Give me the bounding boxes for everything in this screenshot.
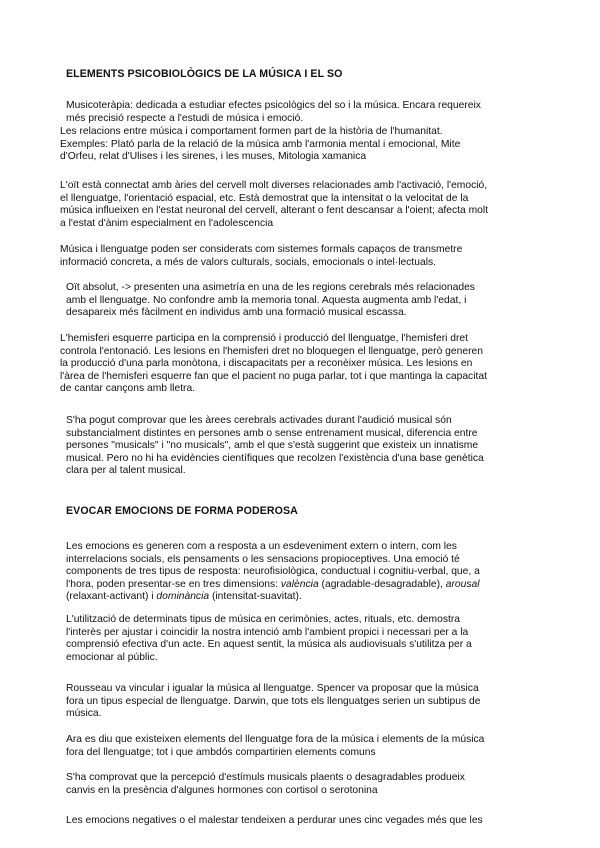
text-line: L'hemisferi esquerre participa en la comprensió i producció del llenguatge, l'hemisferi dret [60,333,469,344]
paragraph-emocions [66,541,480,604]
text-line: fora un tipus especial de llenguatge. Darwin, que tots els llenguatges serien un subtipus de [66,695,481,707]
text-line: clara per al talent musical. [66,465,186,477]
text-line: Oït absolut, -> presenten una asimetría en una de les regions cerebrals més relacionades [66,282,475,293]
text-line: controla l'entonació. Les lesions en l'hemisferi dret no bloquegen el llenguatge, però generen [60,345,483,357]
paragraph-hemisferis [60,333,487,396]
text-line: la producció d'una parla monòtona, i discapacitats per a reconèixer música. Les lesions en [60,358,473,370]
text-line: L'utilització de determinats tipus de música en cerimònies, actes, rituals, etc. demostra [66,614,460,625]
text-line: amb el llenguatge. No confondre amb la memoria tonal. Aquesta augmenta amb l'edat, i [66,294,467,306]
paragraph-hormones [66,772,465,797]
text-line: Les relacions entre música i comportament formen part de la història de l'humanitat. [60,126,443,137]
text-line [66,579,480,592]
text-line: música. [66,708,102,720]
text-line: de cantar cançons amb lletra. [60,383,196,395]
text-line: fora del llenguatge; tot i que ambdós compartirien elements comuns [66,746,376,758]
paragraph-relacions [60,126,460,164]
text-line: musical. Pero no hi ha evidències científiques que recolzen l'existència d'una base genètica [66,452,484,464]
text-fragment: l'hora, poden presentar-se en tres dimensions: [66,578,281,590]
text-line: emocionar al públic. [66,651,158,663]
section-heading-evocar-emocions: EVOCAR EMOCIONS DE FORMA PODEROSA [66,505,298,517]
text-line: desapareix més fàcilment en individus amb una formació musical escassa. [66,307,407,319]
paragraph-cerimonies [66,614,472,664]
paragraph-musicoterapia [66,100,481,125]
text-line: l'interès per ajustar i coincidir la nostra intenció amb l'ambient propici i necessari per a la [66,626,469,638]
paragraph-rousseau [66,683,480,721]
text-line: més precisió respecte a l'estudi de música i emoció. [66,112,304,124]
paragraph-oit-cervell [60,180,488,230]
text-line: el llenguatge, l'orientació espacial, etc. Està demostrat que la intensitat o la velocitat de la [60,192,469,204]
text-line: comprensió efectiva d'un acte. En aquest sentit, la música als audiovisuals s'utilitza per a [66,639,472,651]
section-heading-psicobiologics: ELEMENTS PSICOBIOLÒGICS DE LA MÚSICA I EL SO [66,68,343,80]
text-line: L'oït està connectat amb àries del cervell molt diverses relacionades amb l'activació, l'emoció, [60,180,488,191]
text-line: components de tres tipus de resposta: neurofisiològica, conductual i cognitiu-verbal, que, a [66,566,480,578]
paragraph-musica-llenguatge [60,244,462,269]
text-line: Música i llenguatge poden ser considerats com sistemes formals capaços de transmetre [60,244,463,255]
text-line: substancialment distintes en persones amb o sense entrenament musical, diferencia entre [66,427,478,439]
italic-term-valencia: valència [280,578,319,590]
paragraph-elements-comuns [66,734,484,759]
text-line: música influeixen en l'estat neuronal del cervell, alterant o fent descansar a l'oient; afecta molt [60,205,489,217]
text-line: interrelacions socials, els pensaments o les sensacions propioceptives. Una emoció té [66,553,460,565]
italic-term-arousal: arousal [445,578,480,590]
text-line: Exemples: Plató parla de la relació de la música amb l'armonia mental i emocional, Mite [60,138,461,150]
text-line: canvis en la presència d'algunes hormones con cortisol o serotonina [66,784,378,796]
text-line: Rousseau va vincular i igualar la música al llenguatge. Spencer va proposar que la música [66,683,479,694]
paragraph-emocions-negatives [66,815,483,828]
text-line: Musicoteràpia: dedicada a estudiar efectes psicològics del so i la música. Encara requereix [66,100,481,111]
text-line: a l'estat d'ànim especialment en l'adolescencia [60,217,274,229]
paragraph-arees-cerebrals [66,415,484,478]
text-line: d'Orfeu, relat d'Ulises i les sirenes, i les muses, Mitologia xamanica [60,151,367,163]
text-line: S'ha comprovat que la percepció d'estímuls musicals plaents o desagradables produeix [66,772,465,783]
text-line: persones "musicals" i "no musicals", amb el que s'està suggerint que existeix un innatisme [66,440,479,452]
italic-term-dominancia: dominància [156,591,210,603]
text-fragment: (relaxant-activant) i [66,591,157,603]
paragraph-oit-absolut [66,282,475,320]
text-line: Les emocions negatives o el malestar tendeixen a perdurar unes cinc vegades més que les [66,815,483,826]
text-line: Ara es diu que existeixen elements del llenguatge fora de la música i elements de la música [66,734,485,745]
text-line: informació concreta, a més de valors culturals, socials, emocionals o intel·lectuals. [60,256,436,268]
text-fragment: (intensitat-suavitat). [209,591,302,603]
text-line [66,591,480,604]
text-fragment: (agradable-desagradable), [318,578,446,590]
text-line: Les emocions es generen com a resposta a un esdeveniment extern o intern, com les [66,541,457,552]
text-line: l'àrea de l'hemisferi esquerre fan que el pacient no puga parlar, tot i que mantinga la capacitat [60,370,487,382]
text-line: S'ha pogut comprovar que les àrees cerebrals activades durant l'audició musical són [66,415,452,426]
